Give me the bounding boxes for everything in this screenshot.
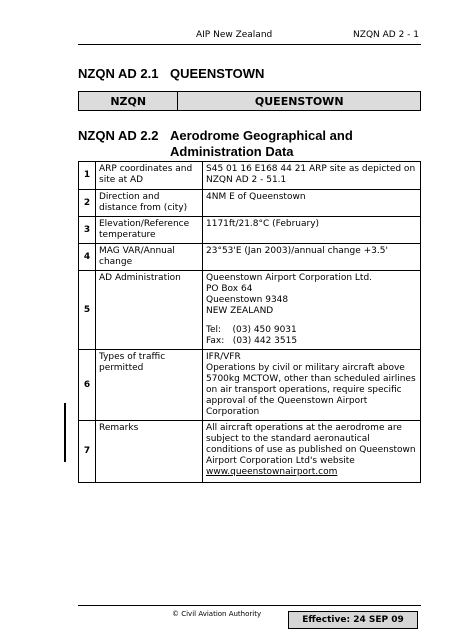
row-value: S45 01 16 E168 44 21 ARP site as depicted on NZQN AD 2 - 51.1 xyxy=(203,162,421,190)
page-reference: NZQN AD 2 - 1 xyxy=(353,30,419,40)
table-row xyxy=(79,244,421,271)
row-number: 5 xyxy=(79,271,96,350)
page-header xyxy=(78,30,421,44)
aerodrome-id-box xyxy=(78,91,421,111)
row-number: 4 xyxy=(79,244,96,271)
row-number: 1 xyxy=(79,162,96,190)
effective-date-box: Effective: 24 SEP 09 xyxy=(288,611,418,629)
row-label: Direction and distance from (city) xyxy=(96,190,203,217)
row-number: 7 xyxy=(79,421,96,483)
row-number: 6 xyxy=(79,350,96,421)
amendment-change-bar xyxy=(64,403,66,462)
footer-copyright: © Civil Aviation Authority xyxy=(172,610,262,618)
table-row xyxy=(79,162,421,190)
subsection-number: NZQN AD 2.2 xyxy=(78,128,159,143)
header-divider xyxy=(78,44,421,45)
aerodrome-data-table xyxy=(78,161,421,483)
aerodrome-code: NZQN xyxy=(79,92,178,111)
row-value: 1171ft/21.8°C (February) xyxy=(203,217,421,244)
row-label: Types of traffic permitted xyxy=(96,350,203,421)
row-value: 23°53'E (Jan 2003)/annual change +3.5' xyxy=(203,244,421,271)
airport-website-link[interactable]: www.queenstownairport.com xyxy=(206,467,338,477)
table-row xyxy=(79,421,421,483)
row-value: IFR/VFR Operations by civil or military aircraft above 5700kg MCTOW, other than scheduled airlines on air transport operations, require specific approval of the Queenstown Airport Corporation xyxy=(203,350,421,421)
subsection-title: Aerodrome Geographical and Administration Data xyxy=(170,128,353,159)
row-value: All aircraft operations at the aerodrome are subject to the standard aeronautical conditions of use as published on Queenstown Airport Corporation Ltd's website www.queenstownairport.com xyxy=(203,421,421,483)
row-value: Queenstown Airport Corporation Ltd. PO Box 64 Queenstown 9348 NEW ZEALAND Tel: (03) 450 9031 Fax: (03) 442 3515 xyxy=(203,271,421,350)
publication-title: AIP New Zealand xyxy=(196,30,273,40)
aerodrome-name: QUEENSTOWN xyxy=(178,92,421,111)
row-label: MAG VAR/Annual change xyxy=(96,244,203,271)
table-row xyxy=(79,350,421,421)
footer-divider xyxy=(78,605,421,606)
row-label: Elevation/Reference temperature xyxy=(96,217,203,244)
table-row xyxy=(79,271,421,350)
table-row xyxy=(79,190,421,217)
row-number: 3 xyxy=(79,217,96,244)
row-number: 2 xyxy=(79,190,96,217)
row-label: ARP coordinates and site at AD xyxy=(96,162,203,190)
section-number: NZQN AD 2.1 xyxy=(78,66,159,81)
section-title: QUEENSTOWN xyxy=(170,66,265,81)
table-row xyxy=(79,217,421,244)
row-label: Remarks xyxy=(96,421,203,483)
row-label: AD Administration xyxy=(96,271,203,350)
row-value: 4NM E of Queenstown xyxy=(203,190,421,217)
